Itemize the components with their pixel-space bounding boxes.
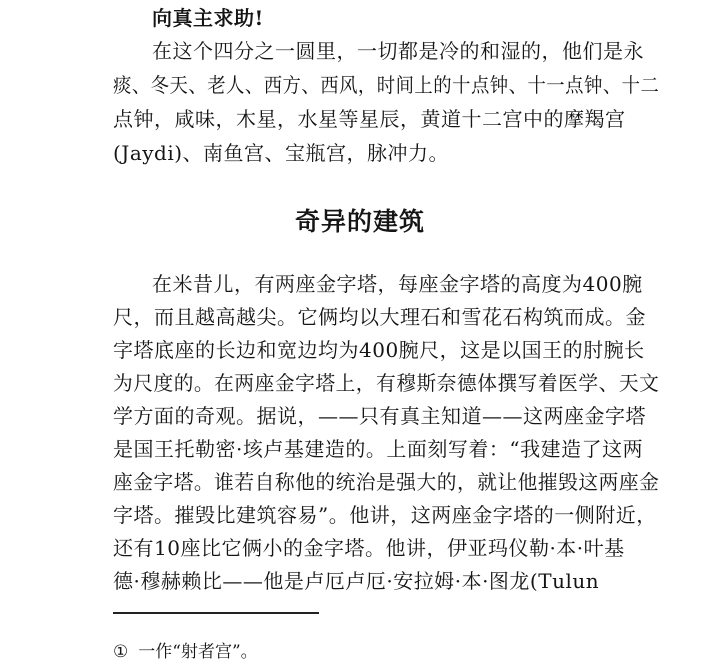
footnote-marker: ① — [113, 642, 129, 662]
paragraph-line: (Jaydi)、南鱼宫、宝瓶宫，脉冲力。 — [113, 141, 450, 165]
paragraph-line: 点钟，咸味，木星，水星等星辰，黄道十二宫中的摩羯宫 — [113, 107, 626, 131]
paragraph-line: 尺，而且越高越尖。它俩均以大理石和雪花石构筑而成。金 — [113, 305, 646, 329]
paragraph-line: 为尺度的。在两座金字塔上，有穆斯奈德体撰写着医学、天文 — [113, 371, 660, 395]
paragraph-line: 在这个四分之一圆里，一切都是冷的和湿的，他们是永 — [152, 39, 644, 63]
paragraph-line: 在米昔儿，有两座金字塔，每座金字塔的高度为400腕 — [152, 272, 643, 296]
paragraph-line: 学方面的奇观。据说，——只有真主知道——这两座金字塔 — [113, 404, 646, 428]
paragraph-line: 座金字塔。谁若自称他的统治是强大的，就让他摧毁这两座金 — [113, 470, 660, 494]
footnote-divider — [113, 612, 319, 614]
paragraph-line: 痰、冬天、老人、西方、西风，时间上的十点钟、十一点钟、十二 — [113, 73, 660, 97]
paragraph-line: 还有10座比它俩小的金字塔。他讲，伊亚玛仪勒·本·叶基 — [113, 536, 625, 560]
paragraph-line: 德·穆赫赖比——他是卢厄卢厄·安拉姆·本·图龙(Tulun — [113, 569, 600, 593]
footnote — [113, 637, 258, 662]
paragraph-line: 字塔。摧毁比建筑容易”。他讲，这两座金字塔的一侧附近， — [113, 503, 657, 527]
footnote-text: 一作“射者宫”。 — [138, 642, 258, 662]
paragraph-line: 是国王托勒密·垓卢基建造的。上面刻写着：“我建造了这两 — [113, 437, 644, 461]
paragraph-line: 字塔底座的长边和宽边均为400腕尺，这是以国王的肘腕长 — [113, 338, 645, 362]
section-title: 奇异的建筑 — [294, 207, 425, 236]
top-heading: 向真主求助! — [152, 6, 264, 30]
